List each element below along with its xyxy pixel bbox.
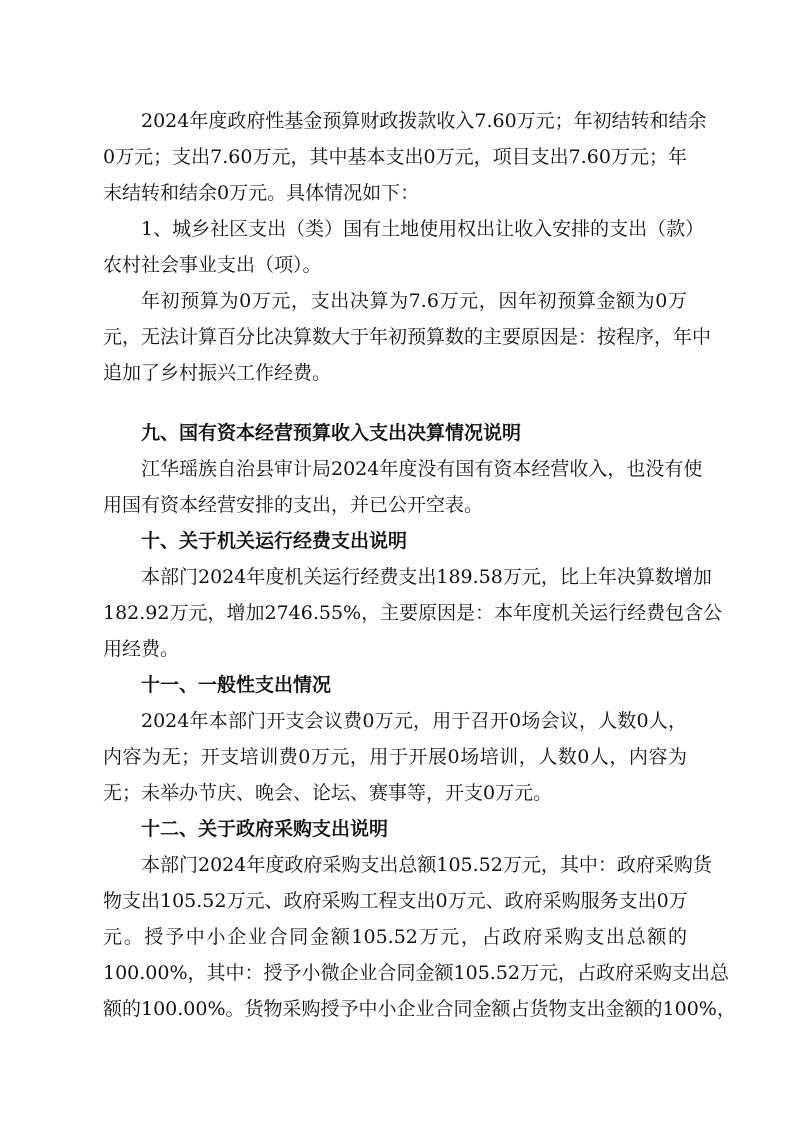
section-heading: 十二、关于政府采购支出说明 — [141, 818, 389, 840]
paragraph-line: 182.92万元，增加2746.55%，主要原因是：本年度机关运行经费包含公 — [103, 602, 723, 624]
section-heading: 十、关于机关运行经费支出说明 — [141, 530, 408, 552]
paragraph-line: 江华瑶族自治县审计局2024年度没有国有资本经营收入，也没有使 — [141, 458, 703, 480]
paragraph-line: 末结转和结余0万元。具体情况如下： — [103, 182, 420, 204]
paragraph-line: 100.00%，其中：授予小微企业合同金额105.52万元，占政府采购支出总 — [103, 962, 730, 984]
paragraph-line: 物支出105.52万元、政府采购工程支出0万元、政府采购服务支出0万 — [103, 890, 688, 912]
paragraph-line: 1、城乡社区支出（类）国有土地使用权出让收入安排的支出（款） — [141, 218, 705, 240]
paragraph-line: 年初预算为0万元，支出决算为7.6万元，因年初预算金额为0万 — [141, 290, 687, 312]
paragraph-line: 内容为无；开支培训费0万元，用于开展0场培训，人数0人，内容为 — [103, 746, 687, 768]
paragraph-line: 无；未举办节庆、晚会、论坛、赛事等，开支0万元。 — [103, 782, 553, 804]
paragraph-line: 额的100.00%。货物采购授予中小企业合同金额占货物支出金额的100%， — [103, 998, 736, 1020]
paragraph-line: 0万元；支出7.60万元，其中基本支出0万元，项目支出7.60万元；年 — [103, 146, 687, 168]
paragraph-line: 用经费。 — [103, 638, 180, 660]
paragraph-line: 本部门2024年度政府采购支出总额105.52万元，其中：政府采购货 — [141, 854, 712, 876]
paragraph-line: 2024年本部门开支会议费0万元，用于召开0场会议，人数0人， — [141, 710, 687, 732]
paragraph-line: 2024年度政府性基金预算财政拨款收入7.60万元；年初结转和结余 — [141, 110, 707, 132]
section-heading: 九、国有资本经营预算收入支出决算情况说明 — [141, 422, 522, 444]
paragraph-line: 农村社会事业支出（项）。 — [103, 254, 322, 276]
paragraph-line: 追加了乡村振兴工作经费。 — [103, 362, 332, 384]
section-heading: 十一、一般性支出情况 — [141, 674, 332, 696]
paragraph-line: 用国有资本经营安排的支出，并已公开空表。 — [103, 494, 484, 516]
paragraph-line: 本部门2024年度机关运行经费支出189.58万元，比上年决算数增加 — [141, 566, 712, 588]
paragraph-line: 元。授予中小企业合同金额105.52万元，占政府采购支出总额的 — [103, 926, 687, 948]
paragraph-line: 元，无法计算百分比决算数大于年初预算数的主要原因是：按程序，年中 — [103, 326, 712, 348]
